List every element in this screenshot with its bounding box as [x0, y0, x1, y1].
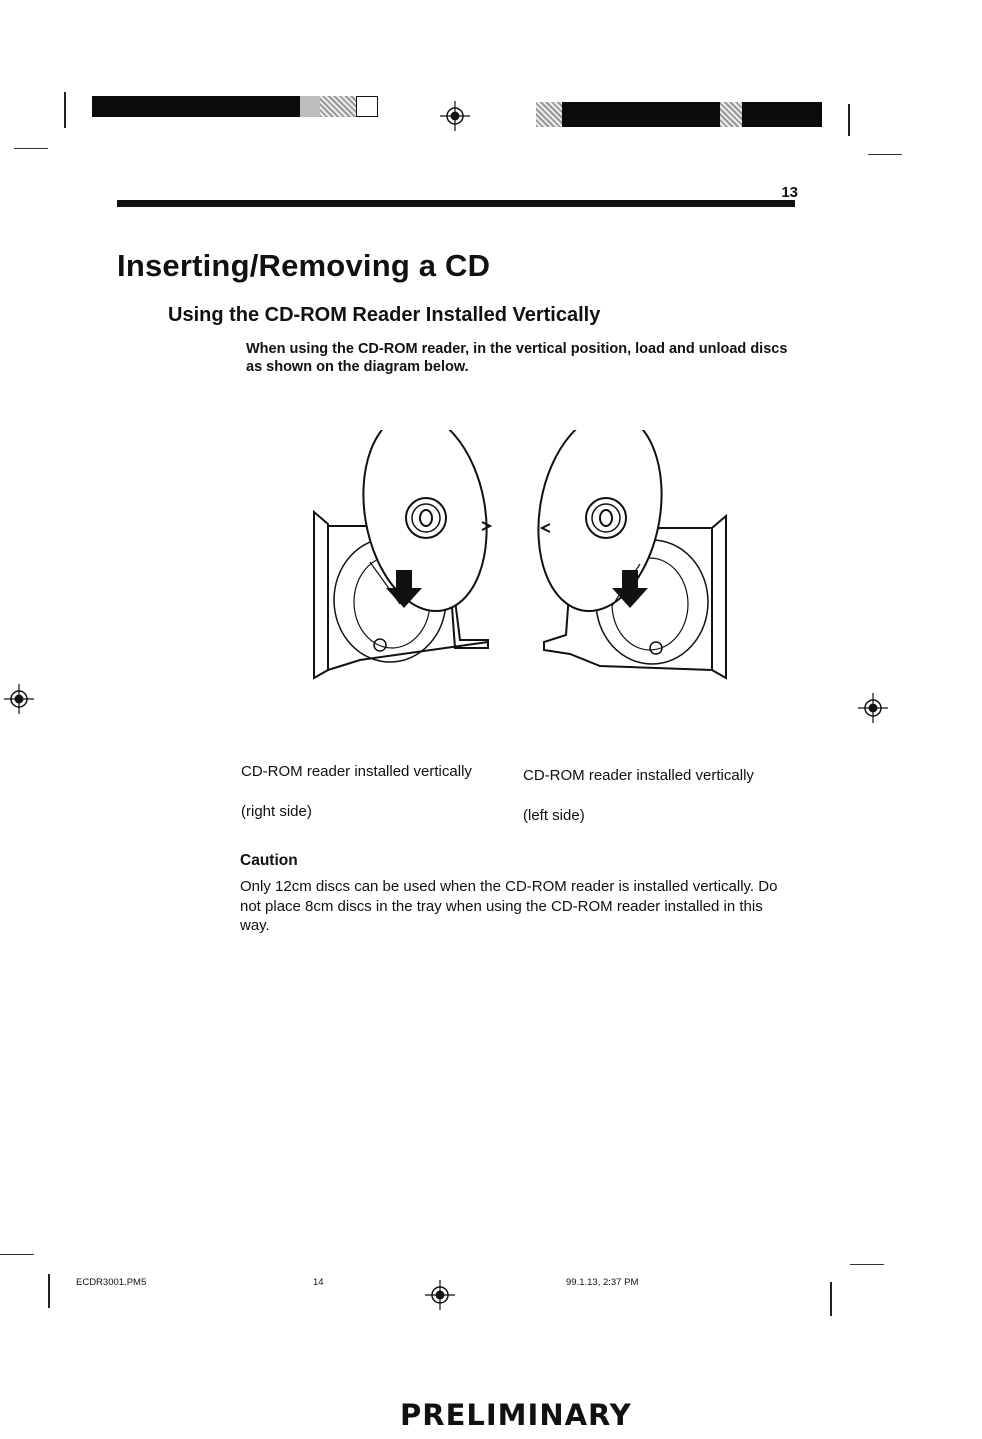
caption-line: CD-ROM reader installed vertically [241, 763, 472, 780]
caption-line: (left side) [523, 807, 585, 824]
caution-text: Only 12cm discs can be used when the CD-ROM reader is installed vertically. Do not place 8cm discs in the tray when using the CD-ROM reader installed in this way. [240, 878, 778, 934]
footer-page-number: 14 [313, 1277, 324, 1288]
crop-mark [850, 1264, 884, 1265]
crop-mark [14, 148, 48, 149]
preliminary-watermark: PRELIMINARY [400, 1398, 632, 1432]
crop-mark [830, 1282, 832, 1316]
caution-heading: Caution [240, 852, 298, 869]
section-heading: Using the CD-ROM Reader Installed Vertically [168, 304, 601, 326]
cd-insertion-diagram [300, 430, 740, 690]
page-title: Inserting/Removing a CD [117, 248, 491, 283]
color-bar [300, 96, 320, 117]
footer-timestamp: 99.1.13, 2:37 PM [566, 1277, 639, 1288]
footer-file-name: ECDR3001.PM5 [76, 1277, 147, 1288]
left-side-drive-illustration [524, 430, 726, 678]
color-bar [320, 96, 356, 117]
crop-mark [868, 154, 902, 155]
color-bar [720, 102, 742, 127]
caption-line: (right side) [241, 803, 312, 820]
color-bar [92, 96, 300, 117]
color-bar [742, 102, 822, 127]
registration-mark-icon [858, 693, 888, 723]
crop-mark [0, 1254, 34, 1255]
registration-mark-icon [425, 1280, 455, 1310]
figure-caption-left-side [523, 746, 803, 846]
page-number: 13 [781, 184, 798, 201]
color-bar [562, 102, 720, 127]
registration-mark-icon [440, 101, 470, 131]
right-side-drive-illustration [314, 430, 501, 678]
color-bar [536, 102, 562, 127]
figure-caption-right-side [241, 742, 511, 842]
crop-mark [848, 104, 850, 136]
caption-line: CD-ROM reader installed vertically [523, 767, 754, 784]
intro-paragraph: When using the CD-ROM reader, in the vertical position, load and unload discs as shown on the diagram below. [246, 341, 788, 375]
color-bar [356, 96, 378, 117]
registration-mark-icon [4, 684, 34, 714]
header-rule [117, 200, 795, 207]
crop-mark [64, 92, 66, 128]
crop-mark [48, 1274, 50, 1308]
